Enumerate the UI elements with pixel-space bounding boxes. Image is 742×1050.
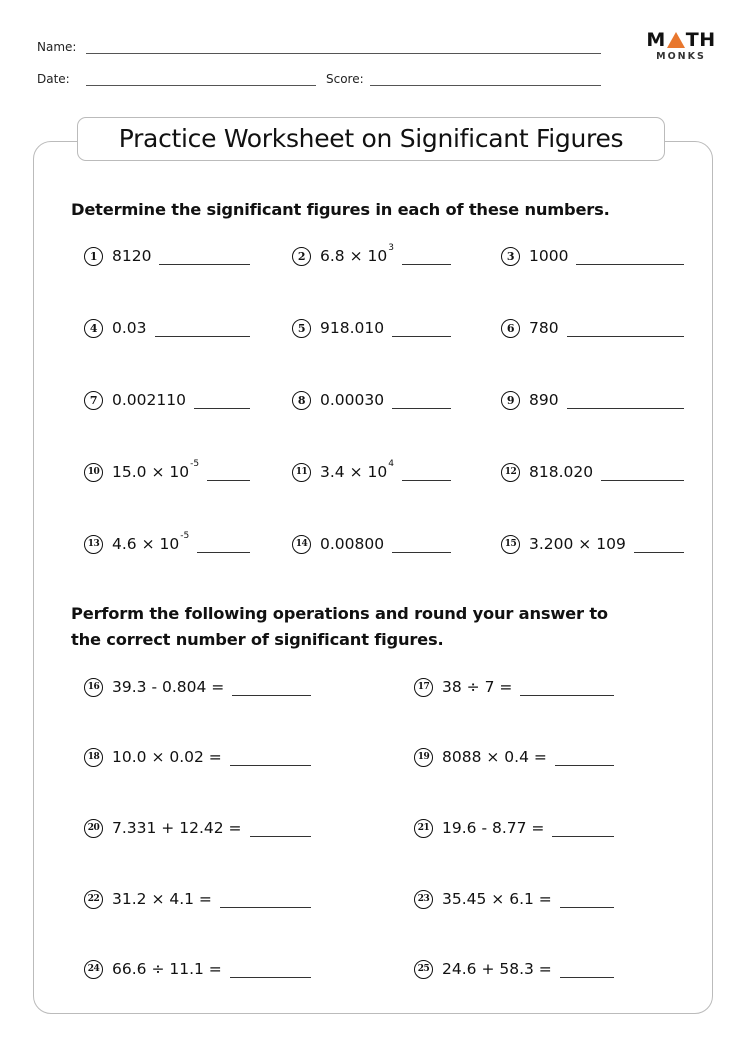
problem-number: 7 [84, 391, 103, 410]
answer-blank[interactable] [194, 392, 250, 409]
answer-blank[interactable] [634, 536, 684, 553]
problem-expression: 8088 × 0.4 = [442, 748, 547, 766]
problem-1 [84, 244, 250, 268]
problem-number: 23 [414, 890, 433, 909]
problem-number: 20 [84, 819, 103, 838]
problem-17 [414, 675, 614, 699]
problem-number: 8 [292, 391, 311, 410]
problem-number: 17 [414, 678, 433, 697]
problem-expression: 15.0 × 10 [112, 463, 190, 481]
problem-9 [501, 388, 684, 412]
answer-blank[interactable] [560, 961, 614, 978]
answer-blank[interactable] [552, 820, 614, 837]
problem-expression: 24.6 + 58.3 = [442, 960, 552, 978]
answer-blank[interactable] [402, 464, 451, 481]
answer-blank[interactable] [197, 536, 250, 553]
name-field[interactable] [86, 53, 601, 54]
exponent: 4 [388, 459, 394, 469]
problem-number: 22 [84, 890, 103, 909]
problem-expression: 890 [529, 391, 559, 409]
problem-expression: 39.3 - 0.804 = [112, 678, 225, 696]
answer-blank[interactable] [567, 320, 684, 337]
answer-blank[interactable] [392, 392, 451, 409]
problem-expression: 0.00030 [320, 391, 385, 409]
problem-number: 21 [414, 819, 433, 838]
problem-8 [292, 388, 451, 412]
answer-blank[interactable] [207, 464, 250, 481]
problem-expression: 1000 [529, 247, 569, 265]
problem-number: 1 [84, 247, 103, 266]
problem-expression: 4.6 × 10 [112, 535, 180, 553]
exponent: -5 [190, 459, 200, 469]
answer-blank[interactable] [232, 679, 311, 696]
problem-number: 14 [292, 535, 311, 554]
answer-blank[interactable] [392, 320, 451, 337]
problem-7 [84, 388, 250, 412]
problem-number: 2 [292, 247, 311, 266]
problem-25 [414, 957, 614, 981]
answer-blank[interactable] [520, 679, 614, 696]
problem-number: 13 [84, 535, 103, 554]
problem-5 [292, 316, 451, 340]
problem-number: 16 [84, 678, 103, 697]
problem-expression: 35.45 × 6.1 = [442, 890, 552, 908]
problem-3 [501, 244, 684, 268]
problem-24 [84, 957, 311, 981]
date-label: Date: [37, 72, 70, 86]
answer-blank[interactable] [392, 536, 451, 553]
section2-instruction-line1: Perform the following operations and round your answer to [71, 604, 608, 623]
problem-11 [292, 460, 451, 484]
answer-blank[interactable] [576, 248, 684, 265]
title-box [77, 117, 665, 161]
answer-blank[interactable] [230, 749, 311, 766]
answer-blank[interactable] [155, 320, 250, 337]
problem-expression: 8120 [112, 247, 152, 265]
answer-blank[interactable] [230, 961, 311, 978]
problem-number: 5 [292, 319, 311, 338]
problem-expression: 0.00800 [320, 535, 385, 553]
problem-number: 12 [501, 463, 520, 482]
problem-expression: 780 [529, 319, 559, 337]
exponent: 3 [388, 243, 394, 253]
problem-expression: 38 ÷ 7 = [442, 678, 513, 696]
triangle-icon [667, 32, 685, 48]
problem-18 [84, 745, 311, 769]
problem-number: 10 [84, 463, 103, 482]
exponent: -5 [180, 531, 190, 541]
problem-expression: 10.0 × 0.02 = [112, 748, 222, 766]
problem-expression: 918.010 [320, 319, 385, 337]
problem-expression: 3.200 × 109 [529, 535, 626, 553]
problem-19 [414, 745, 614, 769]
problem-expression: 818.020 [529, 463, 594, 481]
section2-instruction-line2: the correct number of significant figures. [71, 630, 444, 649]
problem-number: 24 [84, 960, 103, 979]
problem-15 [501, 532, 684, 556]
problem-6 [501, 316, 684, 340]
score-field[interactable] [370, 85, 601, 86]
problem-number: 3 [501, 247, 520, 266]
problem-expression: 66.6 ÷ 11.1 = [112, 960, 222, 978]
answer-blank[interactable] [560, 891, 614, 908]
problem-4 [84, 316, 250, 340]
problem-number: 19 [414, 748, 433, 767]
problem-21 [414, 816, 614, 840]
problem-number: 4 [84, 319, 103, 338]
problem-expression: 31.2 × 4.1 = [112, 890, 212, 908]
problem-number: 25 [414, 960, 433, 979]
answer-blank[interactable] [402, 248, 451, 265]
problem-20 [84, 816, 311, 840]
problem-14 [292, 532, 451, 556]
problem-2 [292, 244, 451, 268]
worksheet-frame [33, 141, 713, 1014]
problem-22 [84, 887, 311, 911]
problem-number: 18 [84, 748, 103, 767]
math-monks-logo [646, 30, 716, 62]
date-field[interactable] [86, 85, 316, 86]
problem-number: 9 [501, 391, 520, 410]
logo-text-right: TH [685, 29, 716, 51]
answer-blank[interactable] [567, 392, 684, 409]
logo-subtext: MONKS [656, 51, 706, 62]
problem-23 [414, 887, 614, 911]
problem-12 [501, 460, 684, 484]
name-label: Name: [37, 40, 77, 54]
problem-expression: 6.8 × 10 [320, 247, 388, 265]
problem-expression: 0.002110 [112, 391, 186, 409]
problem-number: 6 [501, 319, 520, 338]
problem-number: 15 [501, 535, 520, 554]
problem-expression: 19.6 - 8.77 = [442, 819, 545, 837]
problem-13 [84, 532, 250, 556]
answer-blank[interactable] [250, 820, 311, 837]
problem-16 [84, 675, 311, 699]
answer-blank[interactable] [601, 464, 684, 481]
section1-instruction: Determine the significant figures in each of these numbers. [71, 200, 610, 219]
answer-blank[interactable] [220, 891, 311, 908]
answer-blank[interactable] [555, 749, 614, 766]
problem-number: 11 [292, 463, 311, 482]
page-title: Practice Worksheet on Significant Figures [118, 124, 624, 153]
score-label: Score: [326, 72, 364, 86]
problem-expression: 0.03 [112, 319, 147, 337]
problem-expression: 3.4 × 10 [320, 463, 388, 481]
answer-blank[interactable] [159, 248, 250, 265]
problem-expression: 7.331 + 12.42 = [112, 819, 242, 837]
logo-text-left: M [646, 29, 666, 51]
problem-10 [84, 460, 250, 484]
